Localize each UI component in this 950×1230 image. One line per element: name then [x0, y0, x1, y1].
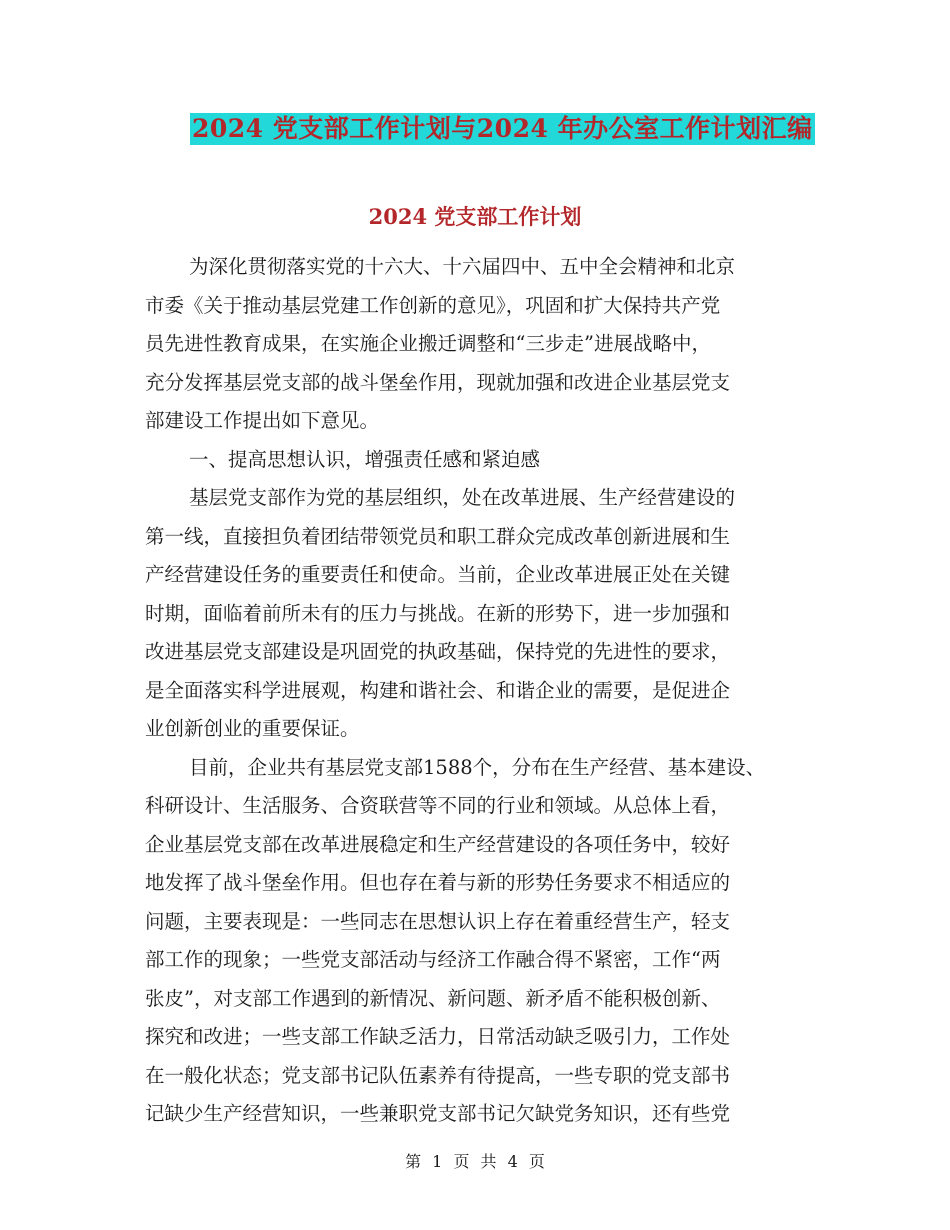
text-line: 科研设计、生活服务、合资联营等不同的行业和领域。从总体上看，	[145, 794, 731, 817]
document-title: 2024 党支部工作计划与2024 年办公室工作计划汇编	[192, 114, 813, 143]
text-line: 第一线，直接担负着团结带领党员和职工群众完成改革创新进展和生	[145, 524, 731, 548]
text-line: 企业基层党支部在改革进展稳定和生产经营建设的各项任务中，较好	[145, 832, 731, 856]
text-line: 部工作的现象；一些党支部活动与经济工作融合得不紧密，工作“两	[145, 948, 721, 971]
text-line: 问题，主要表现是：一些同志在思想认识上存在着重经营生产，轻支	[145, 909, 731, 933]
text-line: 时期，面临着前所未有的压力与挑战。在新的形势下，进一步加强和	[145, 601, 731, 625]
text-line: 基层党支部作为党的基层组织，处在改革进展、生产经营建设的	[189, 486, 736, 509]
text-line: 地发挥了战斗堡垒作用。但也存在着与新的形势任务要求不相适应的	[145, 871, 731, 894]
text-line: 业创新创业的重要保证。	[145, 717, 360, 740]
text-line: 是全面落实科学进展观，构建和谐社会、和谐企业的需要，是促进企	[145, 678, 731, 702]
section-title: 2024 党支部工作计划	[368, 204, 582, 229]
text-line: 改进基层党支部建设是巩固党的执政基础，保持党的先进性的要求，	[145, 640, 731, 663]
text-line: 市委《关于推动基层党建工作创新的意见》，巩固和扩大保持共产党	[145, 293, 721, 317]
page-footer: 第 1 页 共 4 页	[405, 1152, 545, 1171]
text-line: 张皮”，对支部工作遇到的新情况、新问题、新矛盾不能积极创新、	[145, 986, 721, 1010]
text-line: 部建设工作提出如下意见。	[145, 409, 380, 432]
text-line: 目前，企业共有基层党支部1588个，分布在生产经营、基本建设、	[189, 755, 766, 779]
text-line: 记缺少生产经营知识，一些兼职党支部书记欠缺党务知识，还有些党	[145, 1102, 731, 1125]
text-line: 为深化贯彻落实党的十六大、十六届四中、五中全会精神和北京	[189, 255, 736, 278]
body-text	[145, 248, 825, 1134]
text-line: 员先进性教育成果，在实施企业搬迁调整和“三步走”进展战略中，	[145, 332, 711, 355]
text-line: 探究和改进；一些支部工作缺乏活力，日常活动缺乏吸引力，工作处	[145, 1025, 731, 1048]
text-line: 充分发挥基层党支部的战斗堡垒作用，现就加强和改进企业基层党支	[145, 370, 731, 394]
text-line: 产经营建设任务的重要责任和使命。当前，企业改革进展正处在关键	[145, 563, 731, 586]
text-line: 一、提高思想认识，增强责任感和紧迫感	[189, 447, 541, 471]
text-line: 在一般化状态；党支部书记队伍素养有待提高，一些专职的党支部书	[145, 1063, 731, 1087]
